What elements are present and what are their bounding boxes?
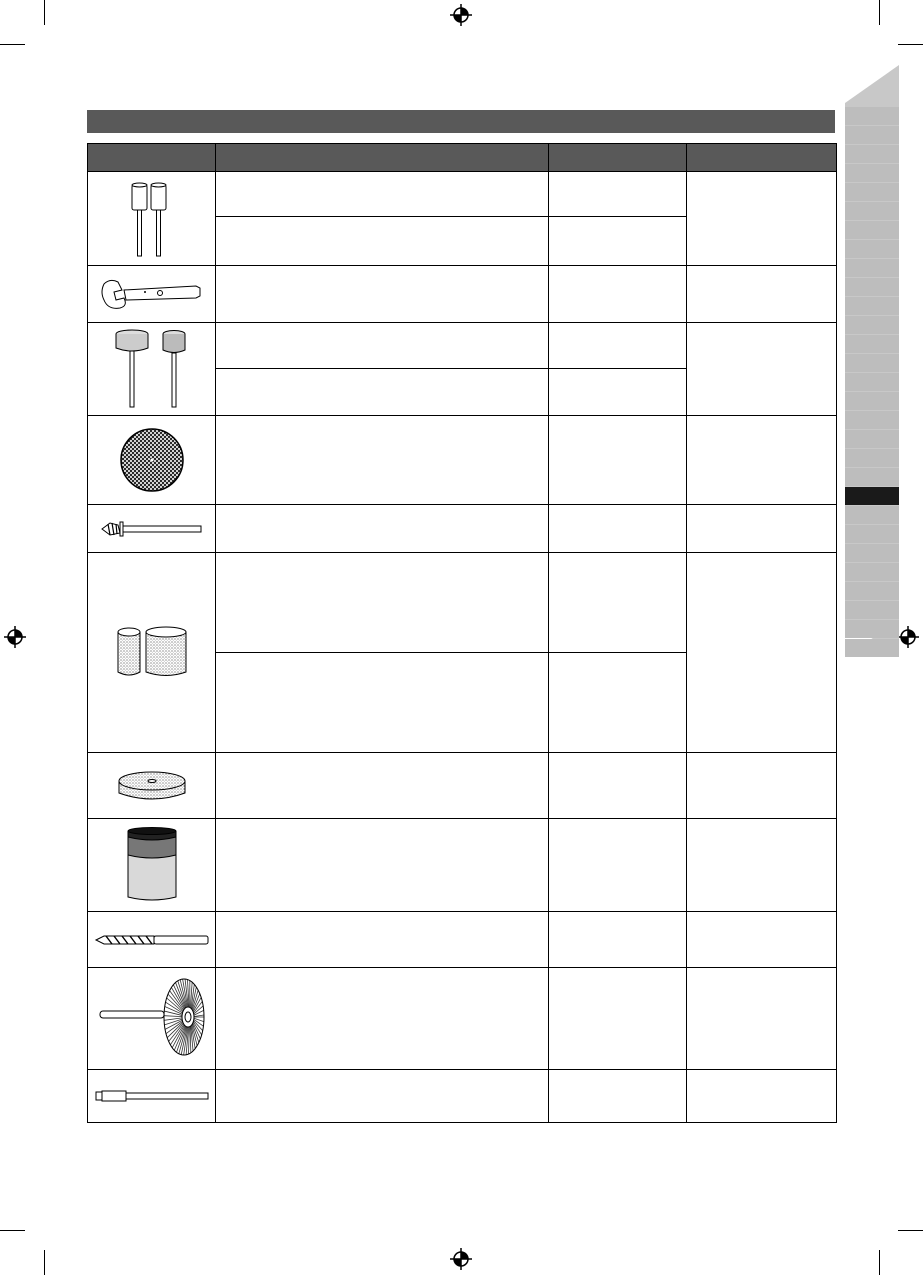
side-tab [845,544,899,562]
description-cell [216,653,549,753]
side-tab [845,316,899,334]
cutting-disc-icon [119,427,185,493]
table-row [88,553,837,653]
side-tab [845,430,899,448]
table-row [88,266,837,323]
registration-mark-icon [450,4,472,26]
size-cell [549,416,687,505]
description-cell [216,172,549,217]
crop-mark [898,44,923,45]
size-cell [549,323,687,369]
side-tab [845,240,899,258]
crop-mark [879,0,880,25]
brush-bristle [190,1026,191,1052]
screw-mandrel-icon [100,517,204,541]
table-row [88,968,837,1070]
grinding-stone-icon [112,328,192,410]
quantity-cell [687,968,837,1070]
side-tab [845,601,899,619]
table-row [88,416,837,505]
side-tab [845,107,899,125]
side-tab [845,525,899,543]
sanding-drum-icon [127,179,177,259]
side-tab [845,449,899,467]
quantity-cell [687,553,837,753]
crop-mark [898,1230,923,1231]
table-row [88,912,837,968]
image-cell [88,323,216,416]
crop-mark [0,44,25,45]
side-tab [845,278,899,296]
side-tab [845,582,899,600]
quantity-cell [687,416,837,505]
registration-mark-icon [4,626,26,648]
image-cell [88,1070,216,1123]
wrench-icon [100,276,204,312]
size-cell [549,753,687,819]
accessories-table [87,143,837,1123]
description-cell [216,553,549,653]
side-tab [845,183,899,201]
brush-bristle [164,1015,182,1016]
quantity-cell [687,819,837,912]
quantity-cell [687,912,837,968]
side-tab [845,392,899,410]
table-row [88,172,837,217]
header-cell [88,144,216,172]
image-cell [88,968,216,1070]
drill-bit-icon [94,933,210,947]
quantity-cell [687,323,837,416]
quantity-cell [687,753,837,819]
brush-bristle [193,1015,203,1016]
language-tabs [845,65,923,657]
quantity-cell [687,1070,837,1123]
image-cell [88,753,216,819]
size-cell [549,553,687,653]
size-cell [549,266,687,323]
image-cell [88,266,216,323]
side-tab [845,411,899,429]
side-tab [845,202,899,220]
side-tab-active [845,487,899,505]
size-cell [549,369,687,416]
side-tab [845,563,899,581]
crop-mark [879,1250,880,1275]
description-cell [216,968,549,1070]
header-cell [687,144,837,172]
quantity-cell [687,172,837,266]
crop-mark [0,1230,25,1231]
crop-mark [44,1250,45,1275]
brush-bristle [193,1018,203,1021]
side-tab [845,639,899,657]
image-cell [88,553,216,753]
description-cell [216,912,549,968]
side-tab [845,468,899,486]
header-cell [216,144,549,172]
quantity-cell [687,505,837,553]
image-cell [88,819,216,912]
wire-brush-icon [96,977,208,1061]
table-row [88,753,837,819]
side-tab [845,145,899,163]
section-title-bar [87,110,835,133]
quantity-cell [687,266,837,323]
side-tab [845,126,899,144]
description-cell [216,323,549,369]
crop-mark [44,0,45,25]
side-tab [845,506,899,524]
size-cell [549,912,687,968]
table-header-row [88,144,837,172]
description-cell [216,217,549,266]
side-tab [845,354,899,372]
side-tab [845,620,899,638]
side-tab [845,259,899,277]
image-cell [88,505,216,553]
size-cell [549,968,687,1070]
table-row [88,1070,837,1123]
size-cell [549,819,687,912]
description-cell [216,819,549,912]
description-cell [216,369,549,416]
table-row [88,323,837,369]
sanding-band-icon [114,626,190,680]
side-tab [845,164,899,182]
size-cell [549,1070,687,1123]
registration-mark-icon [450,1248,472,1270]
size-cell [549,217,687,266]
description-cell [216,505,549,553]
brush-bristle [172,1025,184,1048]
mandrel-icon [94,1089,210,1103]
brush-bristle [171,987,184,1009]
side-tab [845,297,899,315]
side-tab [845,335,899,353]
side-tab [845,221,899,239]
table-row [88,505,837,553]
image-cell [88,912,216,968]
description-cell [216,753,549,819]
description-cell [216,416,549,505]
description-cell [216,266,549,323]
side-tab [845,373,899,391]
description-cell [216,1070,549,1123]
image-cell [88,172,216,266]
header-cell [549,144,687,172]
size-cell [549,505,687,553]
polishing-compound-icon [124,827,180,903]
size-cell [549,653,687,753]
image-cell [88,416,216,505]
size-cell [549,172,687,217]
table-row [88,819,837,912]
felt-wheel-icon [117,767,187,805]
